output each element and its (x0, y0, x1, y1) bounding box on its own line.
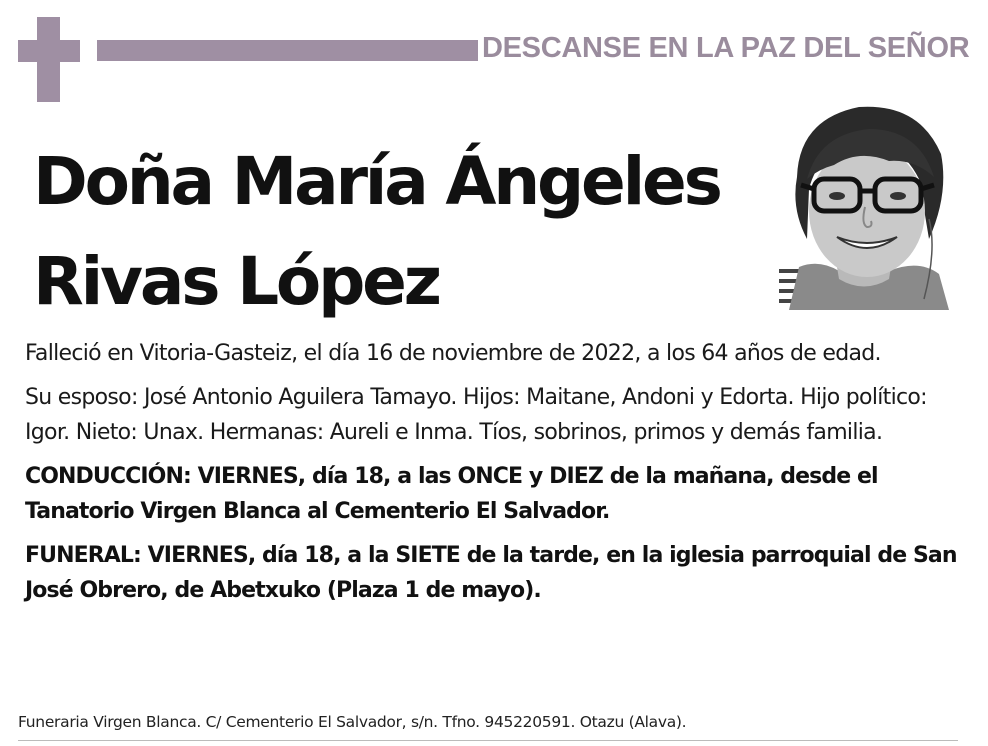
cross-horizontal-bar (18, 40, 80, 62)
funeral-paragraph: FUNERAL: VIERNES, día 18, a la SIETE de la tarde, en la iglesia parroquial de San José Obrero, de Abetxuko (Plaza 1 de mayo). (25, 543, 957, 603)
deceased-name-line2: Rivas López (33, 243, 439, 320)
footer-divider (18, 740, 958, 741)
deceased-name-line1: Doña María Ángeles (33, 143, 720, 220)
family-paragraph: Su esposo: José Antonio Aguilera Tamayo. Hijos: Maitane, Andoni y Edorta. Hijo político: Igor. Nieto: Unax. Hermanas: Aureli e Inma. Tíos, sobrinos, primos y demás familia. (25, 385, 927, 445)
motto-heading: DESCANSE EN LA PAZ DEL SEÑOR (482, 32, 970, 64)
funeral-home-footer: Funeraria Virgen Blanca. C/ Cementerio El Salvador, s/n. Tfno. 945220591. Otazu (Alava). (18, 713, 687, 731)
header-divider-bar (97, 40, 478, 61)
death-paragraph: Falleció en Vitoria-Gasteiz, el día 16 de noviembre de 2022, a los 64 años de edad. (25, 341, 881, 366)
obituary-body (25, 336, 970, 608)
conduccion-paragraph: CONDUCCIÓN: VIERNES, día 18, a las ONCE y DIEZ de la mañana, desde el Tanatorio Virgen Blanca al Cementerio El Salvador. (25, 464, 878, 524)
deceased-portrait-photo (779, 99, 949, 310)
deceased-name (33, 132, 773, 332)
